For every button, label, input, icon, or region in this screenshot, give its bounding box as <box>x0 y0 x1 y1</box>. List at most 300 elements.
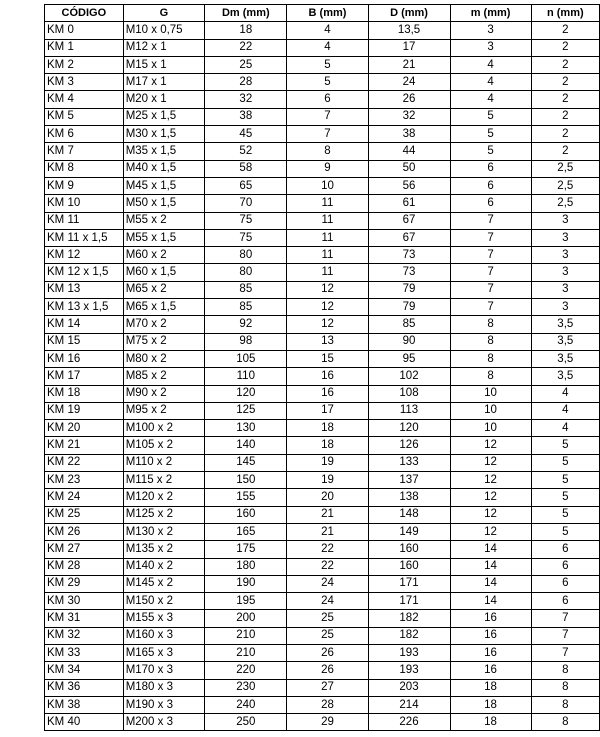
cell-n: 5 <box>531 472 599 489</box>
cell-dm: 180 <box>205 558 287 575</box>
cell-g: M65 x 2 <box>123 281 205 298</box>
cell-m: 16 <box>450 644 531 661</box>
cell-n: 2 <box>531 91 599 108</box>
table-row <box>45 575 600 592</box>
cell-g: M55 x 1,5 <box>123 229 205 246</box>
cell-b: 25 <box>287 610 368 627</box>
cell-m: 10 <box>450 420 531 437</box>
table-row <box>45 593 600 610</box>
cell-g: M110 x 2 <box>123 454 205 471</box>
cell-g: M200 x 3 <box>123 714 205 731</box>
table-body <box>45 22 600 731</box>
cell-d: 137 <box>368 472 450 489</box>
cell-b: 8 <box>287 143 368 160</box>
cell-b: 21 <box>287 506 368 523</box>
cell-d: 126 <box>368 437 450 454</box>
cell-m: 14 <box>450 541 531 558</box>
cell-m: 18 <box>450 696 531 713</box>
cell-b: 11 <box>287 195 368 212</box>
cell-b: 12 <box>287 281 368 298</box>
cell-n: 3 <box>531 264 599 281</box>
cell-m: 10 <box>450 385 531 402</box>
cell-dm: 92 <box>205 316 287 333</box>
cell-n: 2 <box>531 126 599 143</box>
cell-codigo: KM 25 <box>45 506 124 523</box>
cell-n: 2 <box>531 22 599 39</box>
cell-dm: 200 <box>205 610 287 627</box>
cell-dm: 110 <box>205 368 287 385</box>
cell-g: M12 x 1 <box>123 39 205 56</box>
cell-d: 32 <box>368 108 450 125</box>
cell-codigo: KM 20 <box>45 420 124 437</box>
cell-d: 56 <box>368 177 450 194</box>
cell-codigo: KM 29 <box>45 575 124 592</box>
table-row <box>45 91 600 108</box>
cell-n: 2 <box>531 56 599 73</box>
cell-dm: 65 <box>205 177 287 194</box>
cell-d: 90 <box>368 333 450 350</box>
cell-n: 5 <box>531 437 599 454</box>
cell-codigo: KM 24 <box>45 489 124 506</box>
cell-g: M30 x 1,5 <box>123 126 205 143</box>
cell-n: 3,5 <box>531 333 599 350</box>
header-b: B (mm) <box>287 5 368 22</box>
cell-n: 5 <box>531 454 599 471</box>
cell-codigo: KM 17 <box>45 368 124 385</box>
cell-codigo: KM 26 <box>45 523 124 540</box>
cell-n: 5 <box>531 489 599 506</box>
table-row <box>45 506 600 523</box>
cell-n: 2,5 <box>531 195 599 212</box>
cell-dm: 85 <box>205 281 287 298</box>
cell-n: 5 <box>531 523 599 540</box>
cell-b: 18 <box>287 437 368 454</box>
cell-b: 16 <box>287 385 368 402</box>
cell-m: 12 <box>450 489 531 506</box>
cell-d: 50 <box>368 160 450 177</box>
cell-n: 2 <box>531 39 599 56</box>
cell-dm: 80 <box>205 247 287 264</box>
header-m: m (mm) <box>450 5 531 22</box>
cell-m: 7 <box>450 229 531 246</box>
cell-codigo: KM 18 <box>45 385 124 402</box>
cell-d: 193 <box>368 644 450 661</box>
cell-d: 95 <box>368 350 450 367</box>
cell-d: 79 <box>368 299 450 316</box>
cell-m: 8 <box>450 333 531 350</box>
table-row <box>45 177 600 194</box>
cell-b: 12 <box>287 316 368 333</box>
cell-b: 11 <box>287 247 368 264</box>
cell-b: 5 <box>287 56 368 73</box>
cell-dm: 175 <box>205 541 287 558</box>
cell-n: 8 <box>531 679 599 696</box>
cell-m: 8 <box>450 350 531 367</box>
table-row <box>45 696 600 713</box>
cell-dm: 25 <box>205 56 287 73</box>
cell-n: 3 <box>531 299 599 316</box>
cell-b: 26 <box>287 662 368 679</box>
cell-b: 17 <box>287 402 368 419</box>
cell-b: 11 <box>287 264 368 281</box>
cell-d: 38 <box>368 126 450 143</box>
cell-d: 113 <box>368 402 450 419</box>
cell-m: 7 <box>450 299 531 316</box>
cell-g: M55 x 2 <box>123 212 205 229</box>
table-row <box>45 368 600 385</box>
cell-dm: 130 <box>205 420 287 437</box>
cell-n: 2 <box>531 143 599 160</box>
cell-m: 7 <box>450 281 531 298</box>
cell-dm: 140 <box>205 437 287 454</box>
cell-codigo: KM 12 <box>45 247 124 264</box>
cell-m: 18 <box>450 679 531 696</box>
cell-b: 7 <box>287 126 368 143</box>
cell-d: 148 <box>368 506 450 523</box>
cell-m: 12 <box>450 506 531 523</box>
cell-m: 16 <box>450 627 531 644</box>
cell-g: M130 x 2 <box>123 523 205 540</box>
cell-m: 6 <box>450 160 531 177</box>
header-codigo: CÓDIGO <box>45 5 124 22</box>
cell-d: 171 <box>368 593 450 610</box>
header-n: n (mm) <box>531 5 599 22</box>
cell-n: 4 <box>531 420 599 437</box>
table-row <box>45 229 600 246</box>
cell-codigo: KM 5 <box>45 108 124 125</box>
cell-dm: 155 <box>205 489 287 506</box>
cell-codigo: KM 28 <box>45 558 124 575</box>
cell-n: 8 <box>531 714 599 731</box>
cell-d: 160 <box>368 541 450 558</box>
header-d: D (mm) <box>368 5 450 22</box>
cell-n: 8 <box>531 662 599 679</box>
cell-m: 14 <box>450 575 531 592</box>
cell-b: 4 <box>287 22 368 39</box>
cell-dm: 18 <box>205 22 287 39</box>
cell-dm: 120 <box>205 385 287 402</box>
cell-b: 15 <box>287 350 368 367</box>
cell-d: 133 <box>368 454 450 471</box>
cell-g: M85 x 2 <box>123 368 205 385</box>
cell-g: M50 x 1,5 <box>123 195 205 212</box>
cell-codigo: KM 10 <box>45 195 124 212</box>
cell-m: 7 <box>450 212 531 229</box>
cell-n: 3 <box>531 247 599 264</box>
cell-m: 4 <box>450 56 531 73</box>
cell-dm: 45 <box>205 126 287 143</box>
cell-d: 21 <box>368 56 450 73</box>
cell-n: 8 <box>531 696 599 713</box>
cell-d: 44 <box>368 143 450 160</box>
table-row <box>45 299 600 316</box>
cell-d: 73 <box>368 264 450 281</box>
header-dm: Dm (mm) <box>205 5 287 22</box>
cell-d: 203 <box>368 679 450 696</box>
cell-m: 5 <box>450 108 531 125</box>
table-row <box>45 264 600 281</box>
cell-dm: 210 <box>205 644 287 661</box>
cell-g: M35 x 1,5 <box>123 143 205 160</box>
table-row <box>45 385 600 402</box>
cell-d: 138 <box>368 489 450 506</box>
cell-g: M17 x 1 <box>123 74 205 91</box>
cell-codigo: KM 14 <box>45 316 124 333</box>
cell-m: 12 <box>450 472 531 489</box>
cell-g: M190 x 3 <box>123 696 205 713</box>
cell-codigo: KM 36 <box>45 679 124 696</box>
cell-n: 7 <box>531 644 599 661</box>
cell-d: 17 <box>368 39 450 56</box>
cell-dm: 150 <box>205 472 287 489</box>
cell-dm: 22 <box>205 39 287 56</box>
cell-g: M65 x 1,5 <box>123 299 205 316</box>
table-row <box>45 56 600 73</box>
cell-m: 12 <box>450 454 531 471</box>
cell-b: 11 <box>287 212 368 229</box>
table-row <box>45 558 600 575</box>
cell-dm: 230 <box>205 679 287 696</box>
cell-g: M45 x 1,5 <box>123 177 205 194</box>
table-row <box>45 126 600 143</box>
cell-d: 85 <box>368 316 450 333</box>
cell-codigo: KM 31 <box>45 610 124 627</box>
cell-m: 14 <box>450 558 531 575</box>
cell-codigo: KM 33 <box>45 644 124 661</box>
cell-n: 6 <box>531 593 599 610</box>
cell-d: 79 <box>368 281 450 298</box>
table-row <box>45 679 600 696</box>
cell-m: 8 <box>450 368 531 385</box>
cell-b: 25 <box>287 627 368 644</box>
cell-b: 19 <box>287 454 368 471</box>
cell-g: M25 x 1,5 <box>123 108 205 125</box>
cell-dm: 105 <box>205 350 287 367</box>
cell-n: 6 <box>531 575 599 592</box>
cell-n: 2 <box>531 74 599 91</box>
cell-n: 7 <box>531 610 599 627</box>
table-row <box>45 195 600 212</box>
cell-d: 120 <box>368 420 450 437</box>
table-row <box>45 281 600 298</box>
cell-b: 10 <box>287 177 368 194</box>
cell-codigo: KM 27 <box>45 541 124 558</box>
cell-m: 18 <box>450 714 531 731</box>
cell-d: 73 <box>368 247 450 264</box>
cell-d: 67 <box>368 212 450 229</box>
cell-d: 13,5 <box>368 22 450 39</box>
table-row <box>45 212 600 229</box>
cell-codigo: KM 13 <box>45 281 124 298</box>
cell-codigo: KM 8 <box>45 160 124 177</box>
table-row <box>45 644 600 661</box>
cell-g: M10 x 0,75 <box>123 22 205 39</box>
cell-dm: 38 <box>205 108 287 125</box>
cell-g: M125 x 2 <box>123 506 205 523</box>
cell-g: M80 x 2 <box>123 350 205 367</box>
cell-n: 3 <box>531 212 599 229</box>
cell-d: 182 <box>368 627 450 644</box>
cell-m: 12 <box>450 437 531 454</box>
cell-codigo: KM 30 <box>45 593 124 610</box>
cell-codigo: KM 4 <box>45 91 124 108</box>
cell-dm: 75 <box>205 212 287 229</box>
cell-g: M160 x 3 <box>123 627 205 644</box>
cell-b: 29 <box>287 714 368 731</box>
cell-d: 160 <box>368 558 450 575</box>
cell-d: 102 <box>368 368 450 385</box>
cell-m: 16 <box>450 610 531 627</box>
cell-dm: 250 <box>205 714 287 731</box>
cell-m: 7 <box>450 247 531 264</box>
cell-g: M120 x 2 <box>123 489 205 506</box>
cell-b: 9 <box>287 160 368 177</box>
cell-codigo: KM 2 <box>45 56 124 73</box>
cell-n: 5 <box>531 506 599 523</box>
table-row <box>45 39 600 56</box>
cell-n: 7 <box>531 627 599 644</box>
cell-codigo: KM 9 <box>45 177 124 194</box>
cell-dm: 52 <box>205 143 287 160</box>
table-row <box>45 610 600 627</box>
cell-g: M60 x 2 <box>123 247 205 264</box>
cell-m: 5 <box>450 126 531 143</box>
cell-g: M150 x 2 <box>123 593 205 610</box>
cell-n: 3,5 <box>531 316 599 333</box>
table-row <box>45 402 600 419</box>
cell-m: 8 <box>450 316 531 333</box>
cell-d: 149 <box>368 523 450 540</box>
cell-m: 10 <box>450 402 531 419</box>
cell-codigo: KM 3 <box>45 74 124 91</box>
cell-n: 2 <box>531 108 599 125</box>
table-row <box>45 247 600 264</box>
cell-b: 28 <box>287 696 368 713</box>
cell-n: 6 <box>531 558 599 575</box>
cell-codigo: KM 23 <box>45 472 124 489</box>
cell-codigo: KM 13 x 1,5 <box>45 299 124 316</box>
cell-g: M100 x 2 <box>123 420 205 437</box>
table-row <box>45 350 600 367</box>
cell-codigo: KM 16 <box>45 350 124 367</box>
table-row <box>45 333 600 350</box>
cell-n: 6 <box>531 541 599 558</box>
cell-m: 16 <box>450 662 531 679</box>
cell-dm: 70 <box>205 195 287 212</box>
cell-dm: 220 <box>205 662 287 679</box>
cell-b: 26 <box>287 644 368 661</box>
cell-g: M140 x 2 <box>123 558 205 575</box>
cell-g: M15 x 1 <box>123 56 205 73</box>
cell-g: M155 x 3 <box>123 610 205 627</box>
cell-g: M115 x 2 <box>123 472 205 489</box>
cell-dm: 80 <box>205 264 287 281</box>
cell-n: 3,5 <box>531 350 599 367</box>
cell-n: 3 <box>531 229 599 246</box>
cell-codigo: KM 34 <box>45 662 124 679</box>
cell-codigo: KM 11 x 1,5 <box>45 229 124 246</box>
cell-b: 24 <box>287 593 368 610</box>
cell-b: 20 <box>287 489 368 506</box>
table-row <box>45 523 600 540</box>
cell-n: 3 <box>531 281 599 298</box>
cell-m: 3 <box>450 39 531 56</box>
table-row <box>45 108 600 125</box>
spec-table <box>44 4 600 731</box>
cell-dm: 145 <box>205 454 287 471</box>
cell-dm: 28 <box>205 74 287 91</box>
cell-b: 5 <box>287 74 368 91</box>
cell-d: 214 <box>368 696 450 713</box>
cell-m: 7 <box>450 264 531 281</box>
cell-m: 3 <box>450 22 531 39</box>
cell-b: 12 <box>287 299 368 316</box>
cell-b: 11 <box>287 229 368 246</box>
cell-dm: 58 <box>205 160 287 177</box>
cell-dm: 190 <box>205 575 287 592</box>
table-row <box>45 74 600 91</box>
cell-n: 2,5 <box>531 177 599 194</box>
cell-b: 13 <box>287 333 368 350</box>
cell-g: M70 x 2 <box>123 316 205 333</box>
cell-codigo: KM 19 <box>45 402 124 419</box>
cell-b: 19 <box>287 472 368 489</box>
cell-dm: 32 <box>205 91 287 108</box>
table-row <box>45 714 600 731</box>
cell-d: 67 <box>368 229 450 246</box>
cell-d: 193 <box>368 662 450 679</box>
cell-d: 108 <box>368 385 450 402</box>
cell-dm: 210 <box>205 627 287 644</box>
cell-dm: 240 <box>205 696 287 713</box>
cell-codigo: KM 6 <box>45 126 124 143</box>
cell-g: M40 x 1,5 <box>123 160 205 177</box>
cell-m: 4 <box>450 74 531 91</box>
cell-m: 6 <box>450 195 531 212</box>
cell-m: 6 <box>450 177 531 194</box>
cell-b: 21 <box>287 523 368 540</box>
cell-n: 2,5 <box>531 160 599 177</box>
table-row <box>45 627 600 644</box>
cell-n: 4 <box>531 385 599 402</box>
cell-d: 182 <box>368 610 450 627</box>
cell-b: 27 <box>287 679 368 696</box>
cell-codigo: KM 12 x 1,5 <box>45 264 124 281</box>
table-row <box>45 454 600 471</box>
cell-dm: 195 <box>205 593 287 610</box>
cell-codigo: KM 21 <box>45 437 124 454</box>
table-row <box>45 420 600 437</box>
table-row <box>45 437 600 454</box>
cell-codigo: KM 7 <box>45 143 124 160</box>
header-g: G <box>123 5 205 22</box>
cell-b: 22 <box>287 558 368 575</box>
cell-n: 3,5 <box>531 368 599 385</box>
cell-m: 4 <box>450 91 531 108</box>
cell-d: 226 <box>368 714 450 731</box>
cell-dm: 85 <box>205 299 287 316</box>
cell-b: 6 <box>287 91 368 108</box>
cell-m: 12 <box>450 523 531 540</box>
cell-d: 24 <box>368 74 450 91</box>
cell-b: 4 <box>287 39 368 56</box>
table-row <box>45 489 600 506</box>
cell-g: M145 x 2 <box>123 575 205 592</box>
cell-g: M60 x 1,5 <box>123 264 205 281</box>
cell-g: M105 x 2 <box>123 437 205 454</box>
cell-b: 16 <box>287 368 368 385</box>
cell-g: M75 x 2 <box>123 333 205 350</box>
